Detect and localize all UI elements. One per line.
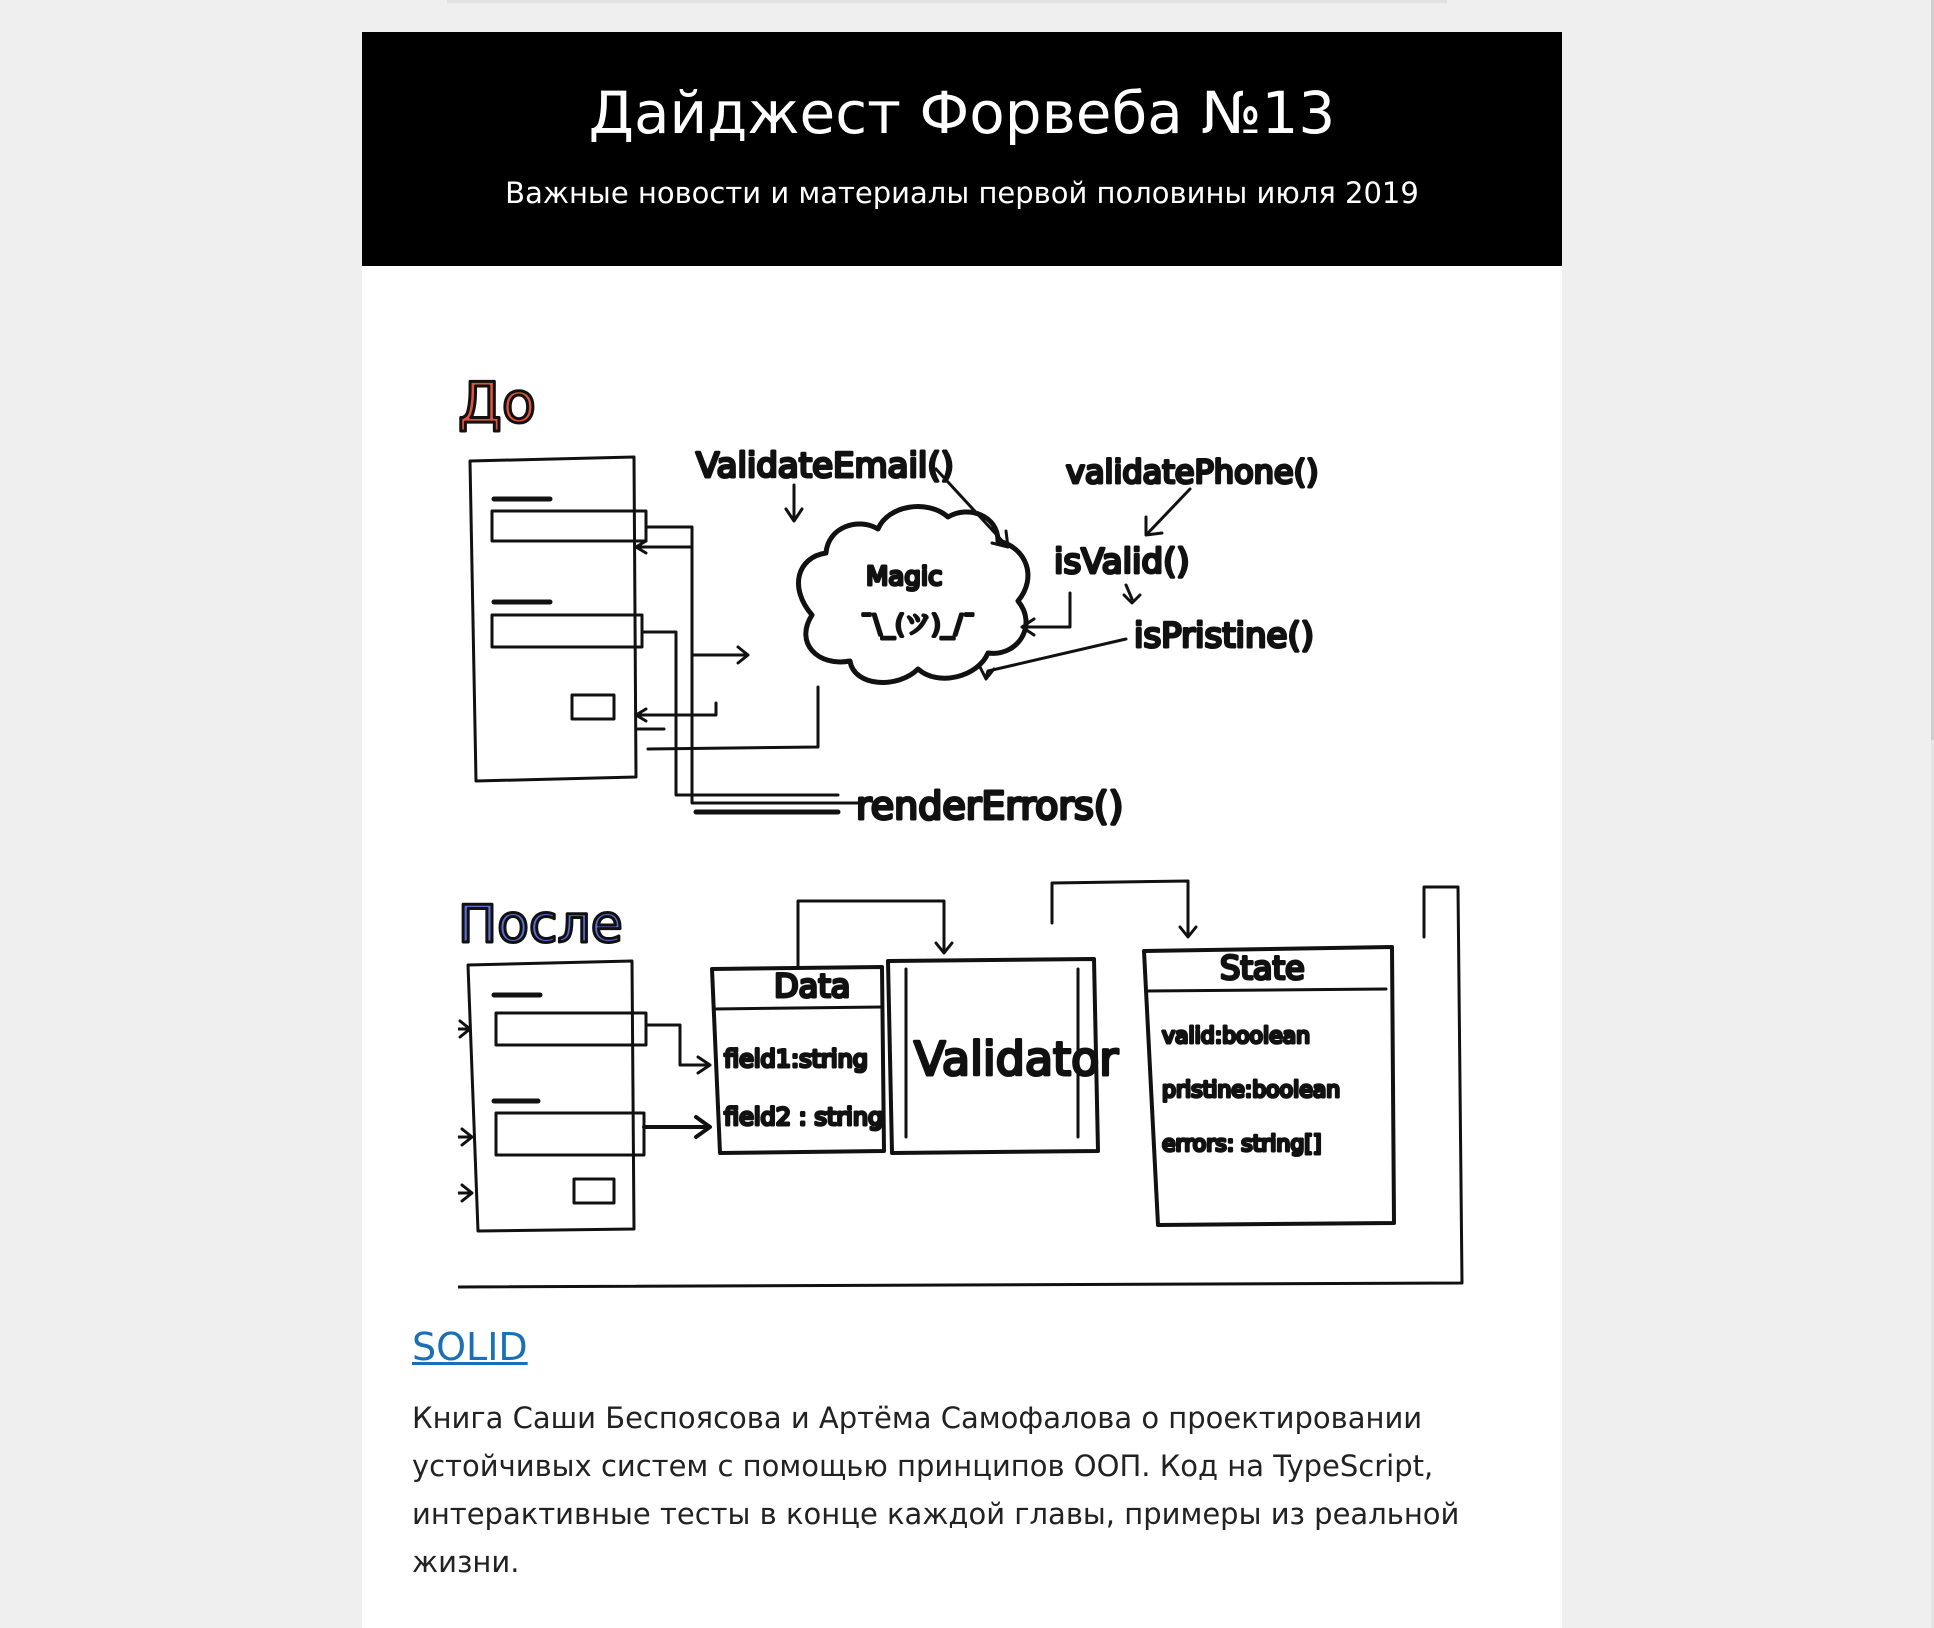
after-form-input-1 (496, 1013, 646, 1045)
validate-phone-label: validatePhone() (1066, 453, 1319, 491)
validate-email-label: ValidateEmail() (696, 446, 954, 486)
before-magic-to-form (648, 687, 818, 749)
after-form-button (574, 1179, 614, 1203)
before-form-button (572, 695, 614, 719)
after-input2-to-data (644, 1117, 710, 1137)
after-form-input-2 (496, 1113, 644, 1155)
state-box-title: State (1220, 949, 1305, 987)
is-pristine-arrow (980, 639, 1126, 679)
data-to-validator-arrow (798, 901, 952, 967)
before-label: До (458, 371, 537, 436)
is-valid-to-pristine-arrow (1124, 585, 1140, 603)
validate-email-arrow (786, 485, 802, 521)
before-connector-1 (646, 527, 863, 803)
is-pristine-label: isPristine() (1134, 616, 1314, 656)
validator-to-state-arrow (1052, 881, 1196, 937)
is-valid-label: isValid() (1054, 542, 1190, 582)
magic-shrug: ¯\_(ツ)_/¯ (860, 610, 976, 640)
data-box-title: Data (774, 967, 851, 1005)
validator-box-title: Validator (914, 1032, 1119, 1086)
data-box-divider (714, 1007, 882, 1009)
before-form-input-2 (492, 615, 642, 647)
after-loop-left (458, 1021, 470, 1287)
email-container (362, 32, 1562, 1628)
data-field-1: field1:string (724, 1045, 869, 1073)
validate-phone-arrow (1146, 489, 1190, 535)
before-arrow-in-1 (636, 541, 690, 553)
article-description: Книга Саши Беспоясова и Артёма Самофалова о проектировании устойчивых систем с помощью принципов ООП. Код на TypeScript, интерактивные тесты в конце каждой главы, примеры из реальной жизни. (412, 1401, 1460, 1579)
before-arrow-to-magic (692, 647, 748, 663)
state-box-divider (1146, 989, 1386, 991)
digest-subtitle: Важные новости и материалы первой половины июля 2019 (505, 176, 1419, 210)
article-solid (412, 1322, 1472, 1586)
state-field-2: pristine:boolean (1162, 1078, 1341, 1103)
after-input1-to-data (646, 1025, 710, 1073)
digest-header (362, 32, 1562, 266)
before-form-input-1 (492, 511, 646, 541)
magic-title: Magic (866, 562, 943, 592)
render-errors-label: renderErrors() (856, 784, 1124, 828)
after-label: После (458, 895, 623, 955)
state-field-3: errors: string[] (1162, 1132, 1322, 1157)
data-field-2: field2 : string (724, 1103, 884, 1131)
digest-title: Дайджест Форвеба №13 (588, 79, 1336, 147)
after-loop-arrow-3 (458, 1185, 472, 1201)
before-after-illustration (458, 357, 1473, 1317)
state-field-1: valid:boolean (1162, 1024, 1311, 1049)
browser-top-strip (447, 0, 1447, 3)
after-loop-arrow-2 (458, 1129, 472, 1145)
is-valid-to-magic-arrow (1022, 593, 1070, 635)
after-form-outline (468, 961, 634, 1231)
validate-email-to-isvalid-arrow (936, 469, 1008, 547)
solid-link[interactable]: SOLID (412, 1325, 528, 1369)
before-form-outline (470, 457, 636, 781)
diagram-svg (458, 357, 1473, 1317)
